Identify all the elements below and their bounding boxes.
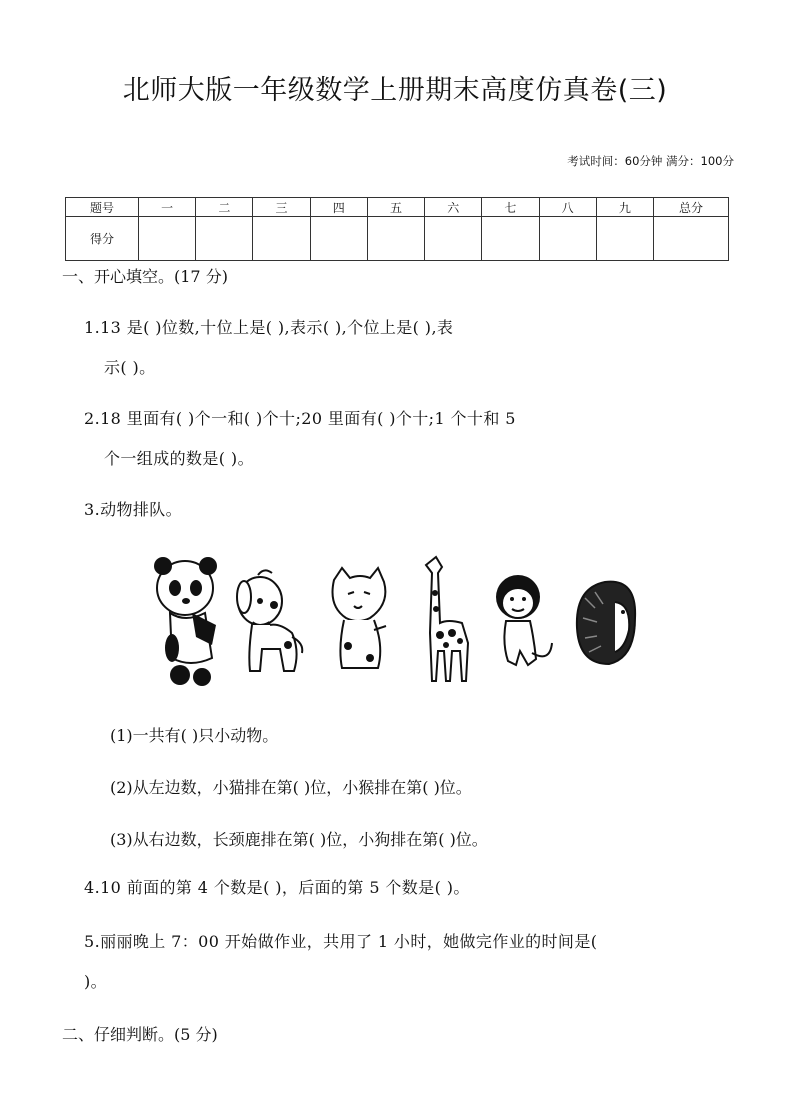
score-cell[interactable] xyxy=(139,217,196,261)
header-cell: 五 xyxy=(367,198,424,217)
header-cell: 八 xyxy=(539,198,596,217)
score-label-cell: 得分 xyxy=(66,217,139,261)
dog-icon xyxy=(237,570,302,671)
header-cell: 六 xyxy=(425,198,482,217)
question-2-line1: 2.18 里面有( )个一和( )个十;20 里面有( )个十;1 个十和 5 xyxy=(84,409,516,428)
header-cell: 一 xyxy=(139,198,196,217)
page-title: 北师大版一年级数学上册期末高度仿真卷(三) xyxy=(122,75,668,106)
question-2 xyxy=(84,399,744,479)
animals-illustration xyxy=(150,553,650,693)
question-4: 4.10 前面的第 4 个数是( )，后面的第 5 个数是( )。 xyxy=(84,878,470,897)
question-2-line2: 个一组成的数是( )。 xyxy=(104,449,254,468)
score-cell[interactable] xyxy=(596,217,653,261)
question-3-sub1: (1)一共有( )只小动物。 xyxy=(110,726,279,745)
header-cell: 二 xyxy=(196,198,253,217)
question-3: 3.动物排队。 xyxy=(84,500,183,519)
question-5-line1: 5.丽丽晚上 7：00 开始做作业，共用了 1 小时，她做完作业的时间是( xyxy=(84,932,598,951)
cat-icon xyxy=(333,568,387,668)
question-1-line1: 1.13 是( )位数,十位上是( ),表示( ),个位上是( ),表 xyxy=(84,318,454,337)
score-cell[interactable] xyxy=(654,217,729,261)
header-cell: 题号 xyxy=(66,198,139,217)
monkey-icon xyxy=(496,575,552,665)
score-cell[interactable] xyxy=(310,217,367,261)
score-cell[interactable] xyxy=(482,217,539,261)
score-cell[interactable] xyxy=(539,217,596,261)
score-cell[interactable] xyxy=(425,217,482,261)
question-5-line2: )。 xyxy=(84,972,108,991)
giraffe-icon xyxy=(426,557,468,681)
score-cell[interactable] xyxy=(196,217,253,261)
score-cell[interactable] xyxy=(367,217,424,261)
score-table xyxy=(65,197,729,261)
score-table-score-row xyxy=(66,217,729,261)
header-cell: 九 xyxy=(596,198,653,217)
section1-heading: 一、开心填空。(17 分) xyxy=(62,267,228,286)
section2-heading: 二、仔细判断。(5 分) xyxy=(62,1025,218,1044)
score-cell[interactable] xyxy=(253,217,310,261)
panda-icon xyxy=(154,557,217,686)
header-cell: 七 xyxy=(482,198,539,217)
exam-info: 考试时间：60分钟 满分：100分 xyxy=(567,154,734,168)
header-cell: 四 xyxy=(310,198,367,217)
question-5 xyxy=(84,922,744,1002)
question-3-sub2: (2)从左边数，小猫排在第( )位，小猴排在第( )位。 xyxy=(110,778,472,797)
question-1 xyxy=(84,308,744,388)
header-cell: 总分 xyxy=(654,198,729,217)
header-cell: 三 xyxy=(253,198,310,217)
question-3-sub3: (3)从右边数，长颈鹿排在第( )位，小狗排在第( )位。 xyxy=(110,830,488,849)
score-table-header-row xyxy=(66,198,729,217)
hedgehog-icon xyxy=(577,582,635,664)
question-1-line2: 示( )。 xyxy=(104,358,156,377)
